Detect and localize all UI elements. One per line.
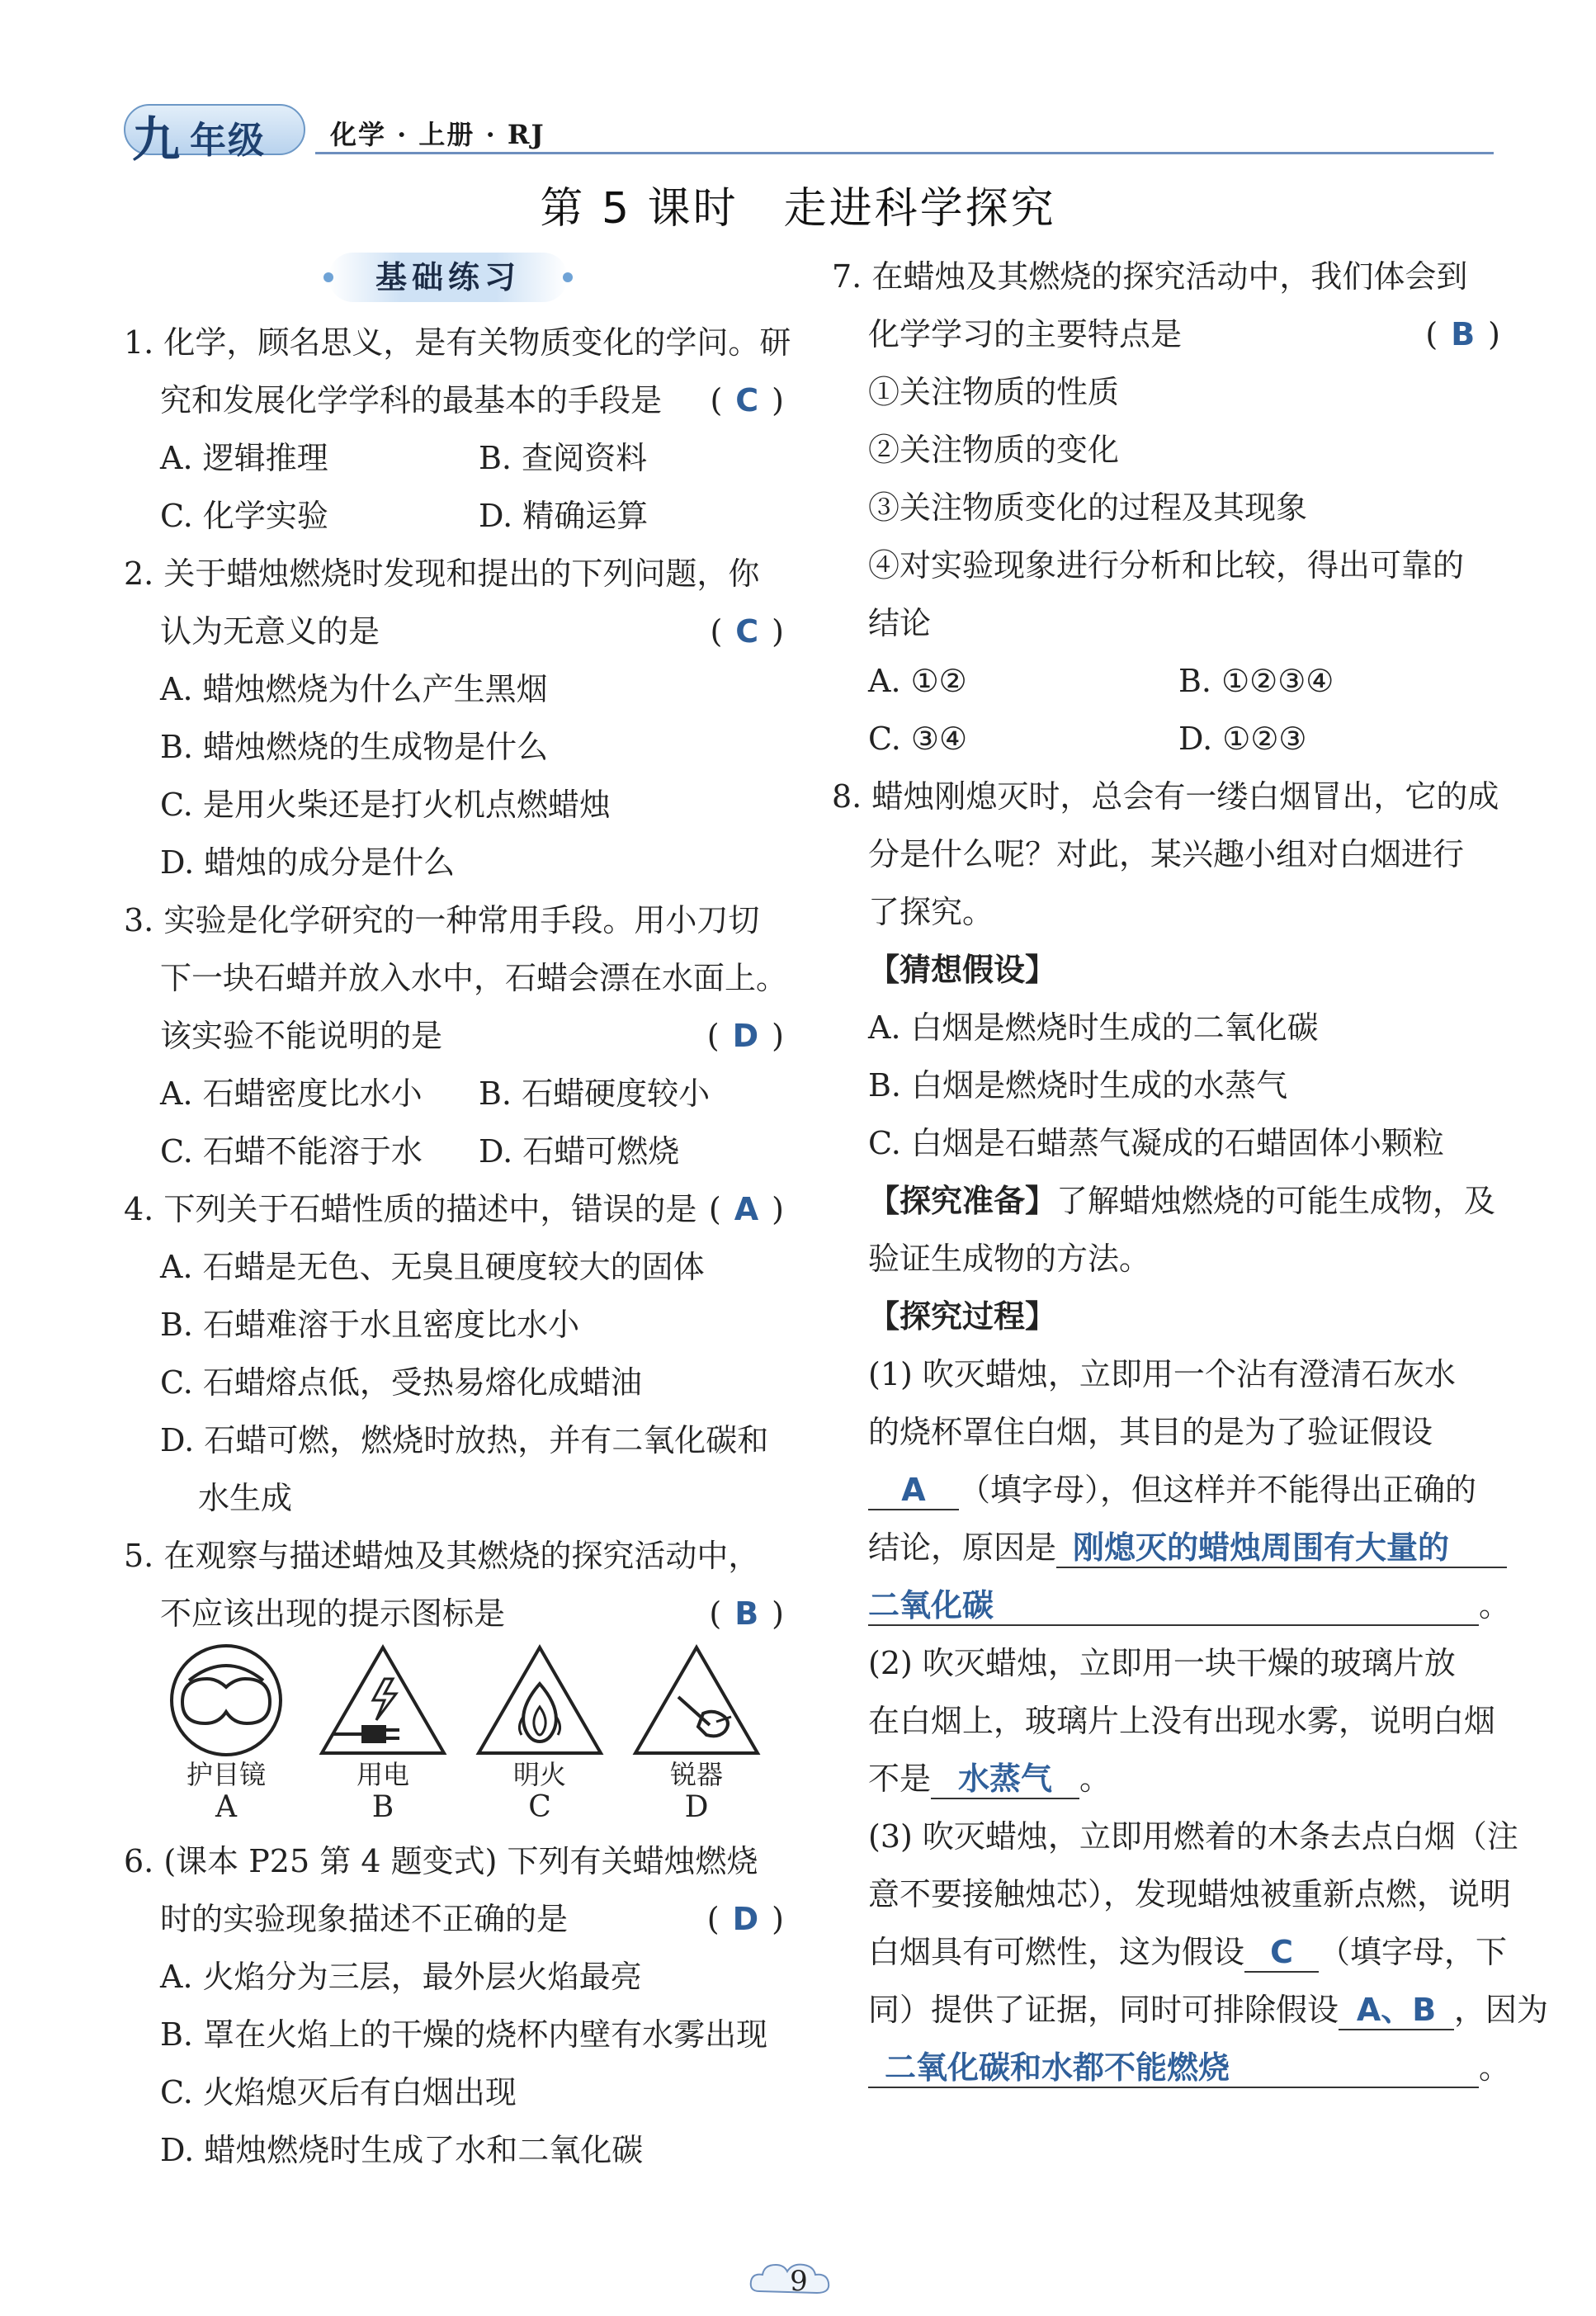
prep-line xyxy=(832,1172,1500,1230)
answer-bracket: ( D ) xyxy=(706,1901,784,1937)
answer-blank xyxy=(868,1586,1479,1626)
lesson-title: 第 5 课时 走进科学探究 xyxy=(540,184,1056,234)
option-b: B. 石蜡难溶于水且密度比水小 xyxy=(160,1307,580,1343)
step-1-line: (1) 吹灭蜡烛，立即用一个沾有澄清石灰水 xyxy=(868,1356,1456,1392)
page-number-cloud xyxy=(748,2260,850,2301)
option-row xyxy=(124,487,784,545)
subject-label: 化学 · 上册 · RJ xyxy=(330,119,545,150)
option-a: A. 逻辑推理 xyxy=(160,440,328,476)
question-text: 2. 关于蜡烛燃烧时发现和提出的下列问题，你 xyxy=(124,555,760,592)
sharp-object-icon xyxy=(630,1642,763,1824)
answer-blank xyxy=(1339,1991,1454,2030)
header-rule xyxy=(315,152,1494,154)
answer-blank xyxy=(931,1760,1079,1799)
page-number: 9 xyxy=(790,2265,808,2298)
option-a: A. 蜡烛燃烧为什么产生黑烟 xyxy=(160,671,548,707)
prep-text-cont: 验证生成物的方法。 xyxy=(868,1241,1151,1277)
step-1-line xyxy=(832,1519,1500,1576)
option-row xyxy=(832,652,1500,710)
step-2-line: 在白烟上，玻璃片上没有出现水雾，说明白烟 xyxy=(868,1703,1496,1739)
option-b: B. ①②③④ xyxy=(1178,663,1334,699)
option-b: B. 石蜡硬度较小 xyxy=(479,1075,711,1112)
question-8-line: 分是什么呢？对此，某兴趣小组对白烟进行 xyxy=(868,836,1465,872)
question-2-line xyxy=(124,603,784,660)
answer-choice: A xyxy=(734,1191,759,1227)
option-d: D. 蜡烛燃烧时生成了水和二氧化碳 xyxy=(160,2132,644,2168)
answer-blank xyxy=(1056,1529,1507,1568)
decor-dot xyxy=(563,272,573,282)
hypothesis-c: C. 白烟是石蜡蒸气凝成的石蜡固体小颗粒 xyxy=(868,1125,1444,1161)
hint-icons-row xyxy=(124,1642,784,1832)
page-header xyxy=(124,97,1494,168)
step-1-line xyxy=(832,1461,1500,1519)
answer-choice: B xyxy=(734,1595,759,1632)
statement-4: ④对实验现象进行分析和比较，得出可靠的 xyxy=(868,547,1465,584)
question-text: 不应该出现的提示图标是 xyxy=(160,1595,506,1632)
icon-letter: D xyxy=(684,1790,709,1824)
option-c: C. 是用火柴还是打火机点燃蜡烛 xyxy=(160,787,611,823)
answer-choice: C xyxy=(735,613,759,650)
option-row xyxy=(124,429,784,487)
option-b: B. 蜡烛燃烧的生成物是什么 xyxy=(160,729,549,765)
question-3-line xyxy=(124,1007,784,1065)
option-a: A. 火焰分为三层，最外层火焰最亮 xyxy=(160,1959,642,1995)
option-row xyxy=(832,710,1500,768)
icon-caption: 护目镜 xyxy=(186,1759,266,1790)
step-text: 同）提供了证据，同时可排除假设 xyxy=(868,1992,1339,2028)
step-3-line xyxy=(832,1923,1508,1981)
step-3-line xyxy=(832,1981,1549,2039)
answer-handwritten: A xyxy=(901,1472,926,1508)
answer-bracket: ( C ) xyxy=(710,382,784,418)
option-c: C. 化学实验 xyxy=(160,498,328,534)
step-2-line: (2) 吹灭蜡烛，立即用一块干燥的玻璃片放 xyxy=(868,1645,1456,1681)
option-b: B. 罩在火焰上的干燥的烧杯内壁有水雾出现 xyxy=(160,2016,768,2053)
question-5-line: 5. 在观察与描述蜡烛及其燃烧的探究活动中， xyxy=(124,1538,760,1574)
icon-caption: 锐器 xyxy=(669,1759,723,1790)
question-text: 化学学习的主要特点是 xyxy=(868,316,1183,352)
icon-letter: A xyxy=(215,1790,237,1824)
step-3-line: 意不要接触烛芯），发现蜡烛被重新点燃，说明 xyxy=(868,1876,1512,1912)
question-5-line xyxy=(124,1585,784,1642)
grade-label: 年级 xyxy=(190,120,266,162)
step-text: 白烟具有可燃性，这为假设 xyxy=(868,1934,1245,1970)
answer-choice: D xyxy=(732,1901,759,1937)
icon-caption: 用电 xyxy=(356,1759,409,1790)
icon-caption: 明火 xyxy=(512,1759,566,1790)
answer-bracket: ( A ) xyxy=(708,1191,784,1227)
question-6-line: 6. (课本 P25 第 4 题变式) 下列有关蜡烛燃烧 xyxy=(124,1843,758,1879)
question-text: 时的实验现象描述不正确的是 xyxy=(160,1901,569,1937)
question-7-line: 7. 在蜡烛及其燃烧的探究活动中，我们体会到 xyxy=(832,258,1468,295)
option-d: D. ①②③ xyxy=(1178,721,1307,757)
goggles-icon xyxy=(160,1642,292,1824)
answer-choice: D xyxy=(732,1018,759,1054)
question-text: 该实验不能说明的是 xyxy=(160,1018,443,1054)
icon-letter: C xyxy=(528,1790,551,1824)
section-tab xyxy=(328,253,568,302)
question-text: 究和发展化学学科的最基本的手段是 xyxy=(160,382,663,418)
right-column xyxy=(832,248,1549,2096)
option-d: D. 石蜡可燃烧 xyxy=(479,1133,680,1170)
option-d: D. 石蜡可燃，燃烧时放热，并有二氧化碳和 xyxy=(160,1422,769,1458)
period: 。 xyxy=(1479,1587,1511,1624)
question-8-line: 8. 蜡烛刚熄灭时，总会有一缕白烟冒出，它的成 xyxy=(832,778,1499,815)
question-text: 认为无意义的是 xyxy=(160,613,380,650)
prep-text: 了解蜡烛燃烧的可能生成物，及 xyxy=(1056,1183,1496,1219)
statement-1: ①关注物质的性质 xyxy=(868,374,1120,410)
answer-blank xyxy=(868,2049,1479,2088)
step-2-line xyxy=(832,1750,1500,1808)
option-d: D. 蜡烛的成分是什么 xyxy=(160,844,456,881)
answer-choice: B xyxy=(1451,316,1476,352)
question-2-line xyxy=(124,545,784,603)
question-7-line xyxy=(832,305,1500,363)
option-d-cont: 水生成 xyxy=(198,1480,293,1516)
option-d: D. 精确运算 xyxy=(479,498,649,534)
question-6-line xyxy=(124,1890,784,1948)
option-a: A. 石蜡是无色、无臭且硬度较大的固体 xyxy=(160,1249,705,1285)
step-text: 不是 xyxy=(868,1761,932,1797)
answer-bracket: ( B ) xyxy=(1425,316,1500,352)
option-c: C. 火焰熄灭后有白烟出现 xyxy=(160,2074,517,2110)
statement-4-cont: 结论 xyxy=(868,605,932,641)
decor-dot xyxy=(323,272,333,282)
grade-char: 九 xyxy=(132,111,181,168)
step-1-line xyxy=(832,1576,1511,1634)
step-text: 结论，原因是 xyxy=(868,1529,1057,1566)
answer-blank xyxy=(1244,1933,1319,1973)
open-flame-icon xyxy=(474,1642,606,1824)
question-text: 1. 化学，顾名思义，是有关物质变化的学问。研 xyxy=(124,324,791,361)
answer-handwritten: 二氧化碳和水都不能燃烧 xyxy=(885,2049,1230,2086)
option-c: C. 石蜡熔点低，受热易熔化成蜡油 xyxy=(160,1364,642,1401)
step-text: （填字母，下 xyxy=(1319,1934,1508,1970)
hypothesis-a: A. 白烟是燃烧时生成的二氧化碳 xyxy=(868,1009,1319,1046)
option-row xyxy=(124,1065,784,1123)
answer-handwritten: 二氧化碳 xyxy=(868,1587,994,1624)
question-text: 3. 实验是化学研究的一种常用手段。用小刀切 xyxy=(124,902,760,938)
option-a: A. ①② xyxy=(868,663,967,699)
answer-handwritten: C xyxy=(1270,1934,1293,1970)
answer-bracket: ( D ) xyxy=(706,1018,784,1054)
statement-2: ②关注物质的变化 xyxy=(868,432,1120,468)
option-b: B. 查阅资料 xyxy=(479,440,648,476)
answer-bracket: ( B ) xyxy=(709,1595,784,1632)
question-8-line: 了探究。 xyxy=(868,894,994,930)
question-4-line xyxy=(124,1180,784,1238)
question-1-line xyxy=(124,371,784,429)
prep-heading: 【探究准备】 xyxy=(868,1183,1057,1219)
answer-handwritten: 水蒸气 xyxy=(958,1761,1053,1797)
electricity-icon xyxy=(317,1642,449,1824)
hypothesis-b: B. 白烟是燃烧时生成的水蒸气 xyxy=(868,1067,1288,1104)
option-row xyxy=(124,1123,784,1180)
answer-handwritten: A、B xyxy=(1356,1992,1437,2028)
step-1-line: 的烧杯罩住白烟，其目的是为了验证假设 xyxy=(868,1414,1433,1450)
answer-choice: C xyxy=(735,382,759,418)
guess-heading: 【猜想假设】 xyxy=(868,952,1057,988)
period: 。 xyxy=(1479,2049,1511,2086)
step-text: （填字母），但这样并不能得出正确的 xyxy=(959,1472,1477,1508)
answer-blank xyxy=(868,1471,959,1510)
icon-letter: B xyxy=(371,1790,394,1824)
step-text: ，因为 xyxy=(1454,1992,1549,2028)
question-text: 4. 下列关于石蜡性质的描述中，错误的是 xyxy=(124,1191,697,1227)
question-3-line xyxy=(124,891,784,949)
option-c: C. ③④ xyxy=(868,721,968,757)
process-heading: 【探究过程】 xyxy=(868,1298,1057,1335)
left-column xyxy=(124,314,791,2179)
section-tab-label: 基础练习 xyxy=(375,259,521,295)
step-3-line: (3) 吹灭蜡烛，立即用燃着的木条去点白烟（注 xyxy=(868,1818,1518,1855)
question-1-line xyxy=(124,314,791,371)
answer-handwritten: 刚熄灭的蜡烛周围有大量的 xyxy=(1073,1529,1450,1566)
period: 。 xyxy=(1079,1761,1112,1797)
step-3-line xyxy=(832,2039,1511,2096)
option-c: C. 石蜡不能溶于水 xyxy=(160,1133,423,1170)
grade-badge xyxy=(124,104,305,168)
answer-bracket: ( C ) xyxy=(710,613,784,650)
option-a: A. 石蜡密度比水小 xyxy=(160,1075,423,1112)
statement-3: ③关注物质变化的过程及其现象 xyxy=(868,489,1308,526)
question-3-line: 下一块石蜡并放入水中，石蜡会漂在水面上。 xyxy=(160,960,788,996)
